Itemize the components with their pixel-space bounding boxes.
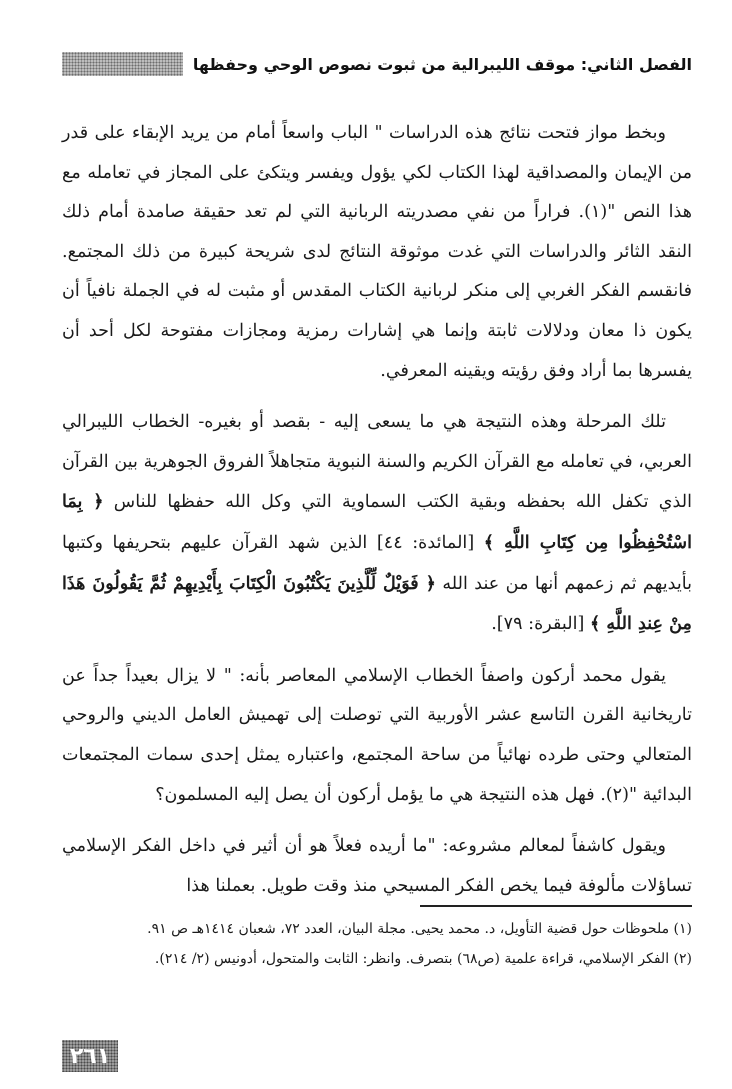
quran-verse-1: ﴿ بِمَا اسْتُحْفِظُوا مِن كِتَابِ اللَّهِ ﴾ xyxy=(62,491,693,553)
chapter-title: الفصل الثاني: موقف الليبرالية من ثبوت نصوص الوحي وحفظها xyxy=(192,54,692,74)
footnote-1: (١) ملحوظات حول قضية التأويل، د. محمد يحيى. مجلة البيان، العدد ٧٢، شعبان ١٤١٤هـ ص ٩١. xyxy=(147,921,692,937)
paragraph-2 xyxy=(62,403,692,645)
paragraph-1: وبخط مواز فتحت نتائج هذه الدراسات " الباب واسعاً أمام من يريد الإبقاء على قدر من الإيمان والمصداقية لهذا الكتاب لكي يؤول ويفسر ويتكئ على المجاز في تعامله مع هذا النص "(١). فراراً من نفي مصدريته الربانية التي لم تعد حقيقة صامدة أمام ذلك النقد الثائر والدراسات التي غدت موثوقة النتائج لدى شريحة كبيرة من ذلك المجتمع. فانقسم الفكر الغربي إلى منكر لربانية الكتاب المقدس أو مثبت له في الجملة نافياً أن يكون ذا معان ودلالات ثابتة وإنما هي إشارات رمزية ومجازات مفتوحة لكل أحد أن يفسرها بما أراد وفق رؤيته ويقينه المعرفي. xyxy=(62,123,692,381)
footnote-2: (٢) الفكر الإسلامي، قراءة علمية (ص٦٨) بتصرف. وانظر: الثابت والمتحول، أدونيس (٢/ ٢١٤). xyxy=(154,951,692,967)
quran-verse-2: ﴿ فَوَيْلٌ لِّلَّذِينَ يَكْتُبُونَ الْكِتَابَ بِأَيْدِيهِمْ ثُمَّ يَقُولُونَ هَذَا مِنْ عِندِ اللَّهِ ﴾ xyxy=(62,572,692,635)
verse-reference-1: [المائدة: ٤٤] xyxy=(376,532,475,553)
paragraph-4: ويقول كاشفاً لمعالم مشروعه: "ما أريده فعلاً هو أن أثير في داخل الفكر الإسلامي تساؤلات مألوفة فيما يخص الفكر المسيحي منذ وقت طويل. بعملنا هذا xyxy=(62,836,692,896)
footnotes xyxy=(62,914,692,974)
verse-reference-2: [البقرة: ٧٩]. xyxy=(491,614,585,635)
paragraph-2-middle: الذين شهد القرآن عليهم بتحريفها وكتبها بأيديهم ثم زعمهم أنها من عند الله xyxy=(62,532,693,594)
paragraph-2-start: تلك المرحلة وهذه النتيجة هي ما يسعى إليه - بقصد أو بغيره- الخطاب الليبرالي العربي، في تعامله مع القرآن الكريم والسنة النبوية متجاهلاً الفروق الجوهرية بين القرآن الذي تكفل الله بحفظه وبقية الكتب السماوية التي وكل الله حفظها للناس xyxy=(62,412,692,513)
paragraph-3: يقول محمد أركون واصفاً الخطاب الإسلامي المعاصر بأنه: " لا يزال بعيداً جداً عن تاريخانية القرن التاسع عشر الأوربية التي توصلت إلى تهميش العامل الديني والروحي المتعالي وحتى طرده نهائياً من ساحة المجتمع، واعتباره يمثل إحدى سمات المجتمعات البدائية "(٢). فهل هذه النتيجة هي ما يؤمل أركون أن يصل إليه المسلمون؟ xyxy=(62,665,692,805)
header-decorative-band xyxy=(62,52,183,76)
page-number: ٢٦١ xyxy=(62,1040,118,1072)
main-text xyxy=(62,114,692,918)
footnote-divider xyxy=(420,905,692,907)
running-header xyxy=(62,46,692,82)
